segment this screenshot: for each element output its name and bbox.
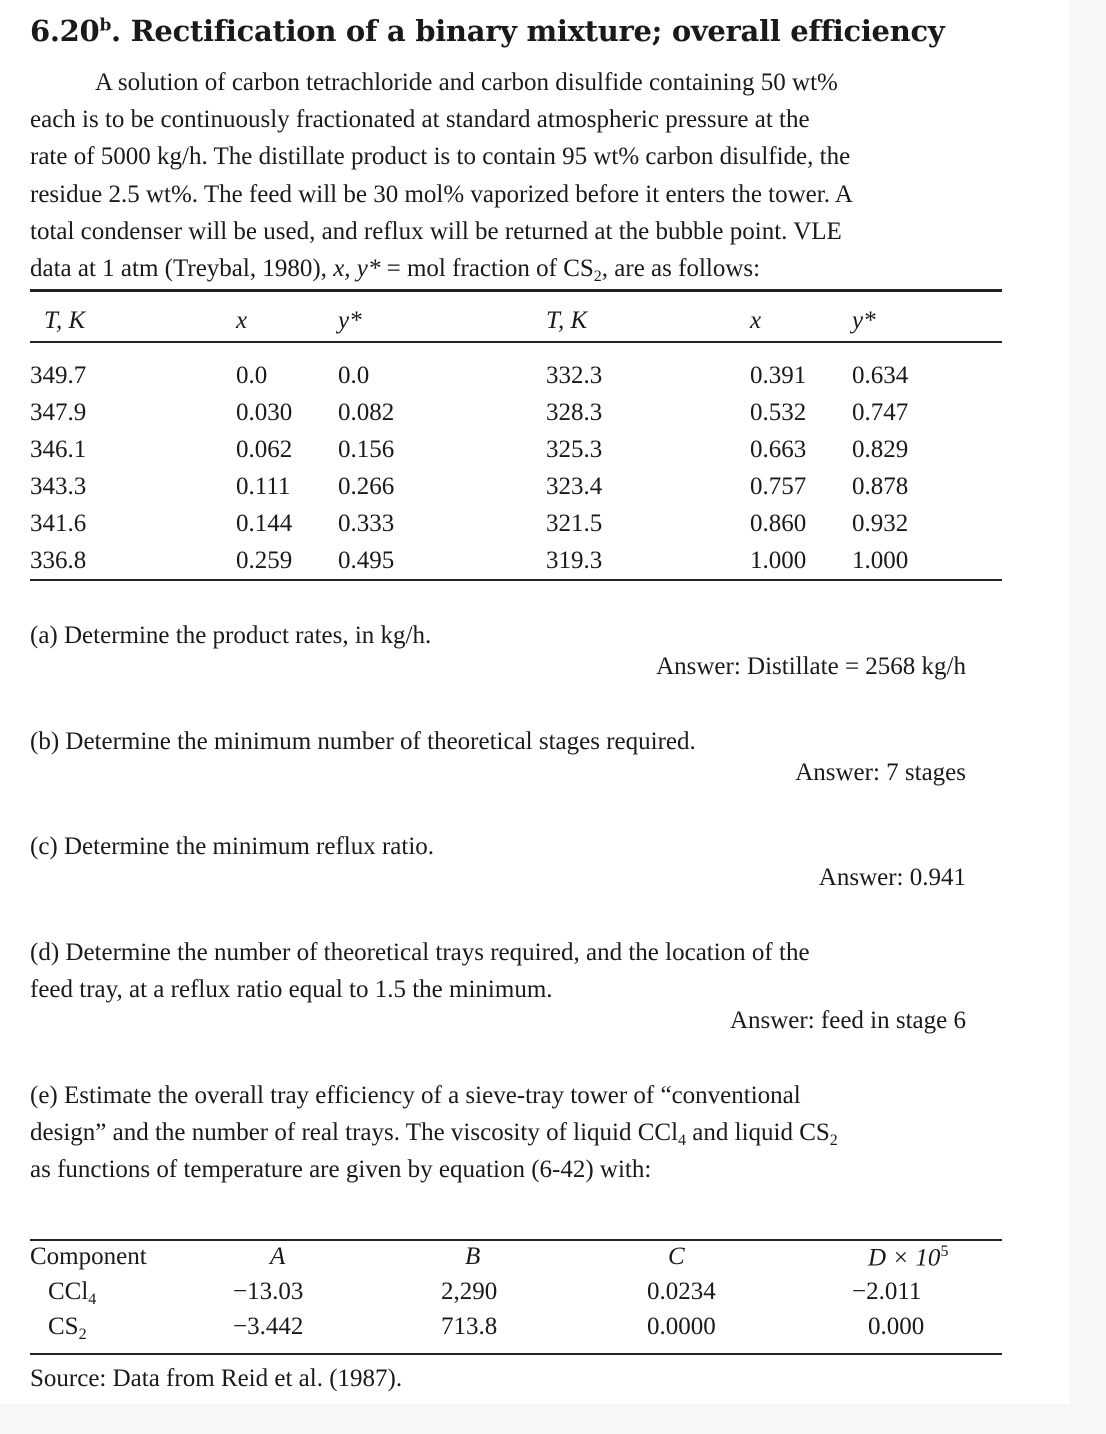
problem-title-text: . Rectification of a binary mixture; overall efficiency [111, 14, 945, 48]
vle-cell-y-right: 0.878 [852, 473, 909, 500]
vle-cell-x-left: 0.030 [236, 399, 293, 426]
vle-cell-t-right: 328.3 [546, 399, 603, 426]
problem-number: 6.20 [30, 14, 100, 48]
viscosity-header-c: C [668, 1243, 685, 1270]
table-source-note: Source: Data from Reid et al. (1987). [30, 1365, 403, 1392]
vle-cell-x-right: 0.757 [750, 473, 807, 500]
vle-cell-t-right: 325.3 [546, 436, 603, 463]
part-d-question: (d) Determine the number of theoretical trays required, and the location of the feed tray, at a reflux ratio equal to 1.5 the minimum. [30, 939, 810, 1004]
viscosity-row-cs2-b: 713.8 [441, 1313, 498, 1340]
vle-cell-y-right: 0.829 [852, 436, 909, 463]
viscosity-table-bottom-rule [30, 1353, 1002, 1355]
intro-line: data at 1 atm (Treybal, 1980), x, y* = mol fraction of $CS_2$, are as follows: [30, 255, 761, 286]
vle-cell-y-left: 0.495 [338, 547, 395, 574]
vle-cell-y-left: 0.266 [338, 473, 395, 500]
viscosity-header-d: $D \times 10^5$ [868, 1243, 949, 1272]
vle-cell-y-right: 0.747 [852, 399, 909, 426]
vle-header-x-right: x [750, 307, 762, 334]
intro-line: total condenser will be used, and reflux will be returned at the bubble point. VLE [30, 217, 842, 245]
part-c-answer: Answer: 0.941 [818, 864, 966, 891]
vle-table-bottom-rule [30, 579, 1002, 581]
vle-cell-y-left: 0.333 [338, 510, 395, 537]
intro-paragraph [30, 64, 1002, 287]
viscosity-row-cs2-a: −3.442 [233, 1313, 304, 1340]
intro-line: rate of 5000 kg/h. The distillate product is to contain 95 wt% carbon disulfide, the [30, 143, 851, 171]
intro-line: residue 2.5 wt%. The feed will be 30 mol% vaporized before it enters the tower. A [30, 180, 853, 208]
vle-cell-y-left: 0.0 [338, 362, 370, 389]
part-d-answer: Answer: feed in stage 6 [729, 1007, 966, 1034]
part-c-question: (c) Determine the minimum reflux ratio. [30, 833, 435, 860]
vle-cell-t-left: 343.3 [30, 473, 87, 500]
intro-line: A solution of carbon tetrachloride and carbon disulfide containing 50 wt% [95, 69, 838, 96]
vle-cell-y-left: 0.082 [338, 399, 395, 426]
vle-header-x-left: x [236, 307, 248, 334]
vle-table-header-rule [30, 341, 1002, 343]
viscosity-row-cs2-name: $CS_2$ [48, 1313, 87, 1343]
difficulty-superscript: b [99, 15, 112, 36]
vle-cell-t-left: 336.8 [30, 547, 87, 574]
part-b-answer: Answer: 7 stages [795, 759, 966, 786]
vle-cell-x-right: 1.000 [750, 547, 807, 574]
vle-table-top-rule [30, 289, 1002, 292]
part-e-question: (e) Estimate the overall tray efficiency of a sieve-tray tower of “conventional design” and the number of real trays. The viscosity of liquid CCl$_4$ and liquid $CS_2$ as functions of temperature are given by equation (6-42) with: [30, 1082, 838, 1184]
vle-cell-t-right: 321.5 [546, 510, 603, 537]
part-a-question: (a) Determine the product rates, in kg/h. [30, 622, 432, 649]
vle-cell-x-left: 0.062 [236, 436, 293, 463]
vle-cell-t-left: 341.6 [30, 510, 87, 537]
vle-cell-t-left: 349.7 [30, 362, 87, 389]
viscosity-header-b: B [465, 1243, 481, 1270]
viscosity-row-ccl4-d: −2.011 [852, 1278, 922, 1305]
vle-cell-t-left: 346.1 [30, 436, 87, 463]
viscosity-row-cs2-d: 0.000 [868, 1313, 925, 1340]
vle-cell-x-right: 0.532 [750, 399, 807, 426]
viscosity-row-ccl4-b: 2,290 [441, 1278, 498, 1305]
vle-cell-x-left: 0.259 [236, 547, 293, 574]
vle-header-t-left: T, K [44, 307, 86, 334]
vle-cell-x-left: 0.111 [236, 473, 291, 500]
vle-cell-y-right: 0.932 [852, 510, 909, 537]
vle-cell-y-right: 1.000 [852, 547, 909, 574]
vle-header-y-right: y* [852, 307, 876, 334]
viscosity-table-top-rule [30, 1239, 1002, 1241]
vle-cell-x-left: 0.0 [236, 362, 268, 389]
vle-cell-y-left: 0.156 [338, 436, 395, 463]
viscosity-row-ccl4-a: −13.03 [233, 1278, 304, 1305]
vle-cell-y-right: 0.634 [852, 362, 909, 389]
vle-cell-x-left: 0.144 [236, 510, 293, 537]
vle-cell-x-right: 0.391 [750, 362, 807, 389]
viscosity-header-a: A [270, 1243, 286, 1270]
part-a-answer: Answer: Distillate = 2568 kg/h [656, 653, 966, 680]
intro-line: each is to be continuously fractionated at standard atmospheric pressure at the [30, 106, 810, 134]
vle-header-t-right: T, K [546, 307, 588, 334]
viscosity-row-cs2-c: 0.0000 [647, 1313, 716, 1340]
problem-title [30, 14, 944, 48]
vle-cell-x-right: 0.663 [750, 436, 807, 463]
vle-cell-t-left: 347.9 [30, 399, 87, 426]
viscosity-row-ccl4-c: 0.0234 [647, 1278, 716, 1305]
viscosity-header-component: Component [30, 1243, 147, 1270]
vle-header-y-left: y* [338, 307, 362, 334]
vle-cell-t-right: 323.4 [546, 473, 603, 500]
vle-cell-t-right: 319.3 [546, 547, 603, 574]
vle-cell-t-right: 332.3 [546, 362, 603, 389]
viscosity-row-ccl4-name: CCl$_4$ [48, 1278, 97, 1308]
part-b-question: (b) Determine the minimum number of theoretical stages required. [30, 728, 696, 755]
vle-cell-x-right: 0.860 [750, 510, 807, 537]
